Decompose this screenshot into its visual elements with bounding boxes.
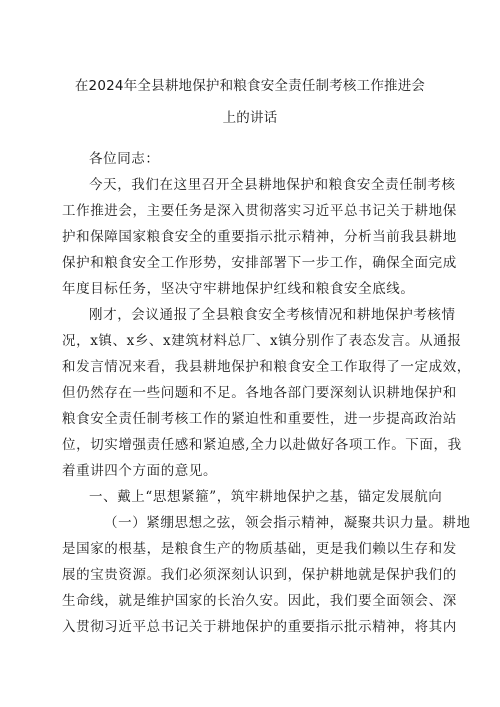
text-line: 年度目标任务，坚决守牢耕地保护红线和粮食安全底线。 <box>62 281 415 297</box>
paragraph <box>62 510 471 536</box>
text-line: 但仍然存在一些问题和不足。各地各部门要深刻认识耕地保护和 <box>62 385 457 401</box>
text-line: 工作推进会，主要任务是深入贯彻落实习近平总书记关于耕地保 <box>62 203 457 219</box>
text-line: 今天，我们在这里召开全县耕地保护和粮食安全责任制考核 <box>89 177 456 193</box>
text-line: 展的宝贵资源。我们必须深刻认识到，保护耕地就是保护我们的 <box>62 567 457 583</box>
text-line: 保护和粮食安全工作形势，安排部署下一步工作，确保全面完成 <box>62 255 457 271</box>
text-line: 生命线，就是维护国家的长治久安。因此，我们要全面领会、深 <box>62 593 457 609</box>
text-line: 位，切实增强责任感和紧迫感,全力以赴做好各项工作。下面，我 <box>62 437 462 453</box>
text-line: （一）紧绷思想之弦，领会指示精神，凝聚共识力量。耕地 <box>104 515 471 531</box>
text-line: 护和保障国家粮食安全的重要指示批示精神，分析当前我县耕地 <box>62 229 457 245</box>
text-line: 粮食安全责任制考核工作的紧迫性和重要性，进一步提高政治站 <box>62 411 457 427</box>
document-body <box>62 146 471 640</box>
text-line: 着重讲四个方面的意见。 <box>62 463 218 479</box>
paragraph <box>62 536 457 640</box>
text-line: 是国家的根基，是粮食生产的物质基础，更是我们赖以生存和发 <box>62 541 457 557</box>
document-title-line-1: 在2024年全县耕地保护和粮食安全责任制考核工作推进会 <box>74 78 426 94</box>
text-line: 入贯彻习近平总书记关于耕地保护的重要指示批示精神，将其内 <box>62 619 457 635</box>
paragraph <box>62 484 443 510</box>
text-line: 刚才，会议通报了全县粮食安全考核情况和耕地保护考核情 <box>89 307 456 323</box>
text-line: 况，x镇、x乡、x建筑材料总厂、x镇分别作了表态发言。从通报 <box>62 333 462 349</box>
document-title-line-2: 上的讲话 <box>222 110 278 126</box>
text-line: 和发言情况来看，我县耕地保护和粮食安全工作取得了一定成效， <box>62 359 471 375</box>
text-line: 一、戴上“思想紧箍”，筑牢耕地保护之基，锚定发展航向 <box>89 489 443 505</box>
paragraph <box>62 302 471 484</box>
paragraph <box>62 146 440 172</box>
paragraph <box>62 172 457 302</box>
text-line: 各位同志： <box>89 151 160 167</box>
